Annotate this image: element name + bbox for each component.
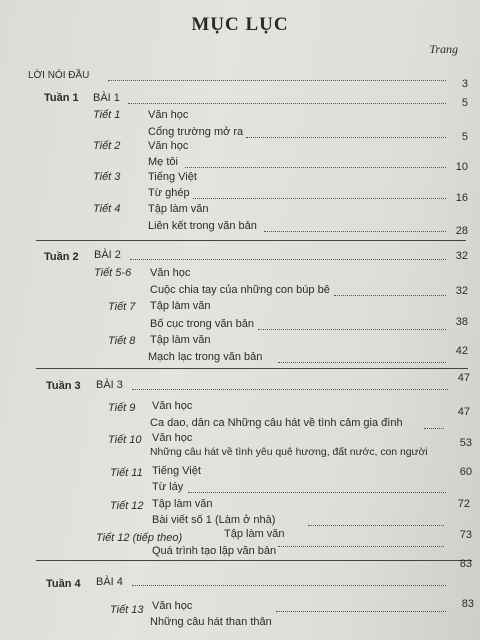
- period-label: Tiết 1: [93, 109, 121, 121]
- week-label: Tuần 4: [46, 578, 81, 590]
- lesson-leader: [130, 259, 446, 260]
- entry-page: 60: [459, 466, 472, 478]
- lesson-page: 5: [461, 97, 468, 109]
- week-label: Tuần 2: [44, 251, 79, 263]
- period-label: Tiết 12 (tiếp theo): [96, 532, 183, 544]
- entry-page: 16: [455, 192, 468, 204]
- lesson-page: 32: [455, 250, 468, 262]
- entry-leader: [246, 137, 446, 138]
- subject-label: Tập làm văn: [224, 528, 285, 540]
- period-label: Tiết 13: [110, 604, 144, 616]
- period-label: Tiết 3: [93, 171, 121, 183]
- period-label: Tiết 8: [108, 335, 136, 347]
- topic-title: Bố cục trong văn bản: [150, 318, 254, 330]
- entry-page: 72: [457, 498, 470, 510]
- topic-title: Từ láy: [152, 481, 184, 493]
- section-divider: [36, 560, 472, 561]
- entry-page: 47: [457, 406, 470, 418]
- entry-leader: [188, 492, 446, 493]
- subject-label: Văn học: [152, 400, 193, 412]
- entry-leader: [424, 428, 444, 429]
- preface-leader: [108, 80, 446, 81]
- period-label: Tiết 7: [108, 301, 136, 313]
- topic-title: Mạch lạc trong văn bản: [148, 351, 263, 363]
- period-label: Tiết 11: [110, 467, 143, 479]
- entry-page: 83: [461, 598, 474, 610]
- entry-page: 42: [455, 345, 468, 357]
- period-label: Tiết 2: [93, 140, 121, 152]
- entry-leader: [185, 167, 446, 168]
- entry-leader: [264, 231, 446, 232]
- topic-title: Bài viết số 1 (Làm ở nhà): [152, 514, 276, 526]
- subject-label: Tập làm văn: [152, 498, 213, 510]
- lesson-leader: [132, 585, 446, 586]
- period-label: Tiết 9: [108, 402, 136, 414]
- period-label: Tiết 10: [108, 434, 142, 446]
- week-label: Tuần 3: [46, 380, 81, 392]
- period-label: Tiết 4: [93, 203, 121, 215]
- topic-title: Từ ghép: [148, 187, 190, 199]
- subject-label: Văn học: [152, 432, 193, 444]
- topic-title: Quá trình tạo lập văn bản: [152, 545, 277, 557]
- subject-label: Văn học: [148, 140, 189, 152]
- lesson-label: BÀI 4: [96, 576, 123, 588]
- topic-title: Cuộc chia tay của những con búp bê: [150, 284, 330, 296]
- period-label: Tiết 12: [110, 500, 144, 512]
- period-label: Tiết 5-6: [94, 267, 132, 279]
- subject-label: Tập làm văn: [150, 334, 211, 346]
- entry-leader: [308, 525, 444, 526]
- entry-leader: [193, 198, 446, 199]
- topic-title: Ca dao, dân ca Những câu hát về tình cảm gia đình: [150, 417, 403, 429]
- lesson-label: BÀI 3: [96, 379, 123, 391]
- topic-title: Những câu hát than thân: [150, 616, 272, 628]
- section-divider: [36, 240, 466, 241]
- lesson-label: BÀI 2: [94, 249, 121, 261]
- lesson-label: BÀI 1: [93, 92, 120, 104]
- entry-leader: [278, 546, 444, 547]
- subject-label: Văn học: [148, 109, 189, 121]
- topic-title: Liên kết trong văn bản: [148, 220, 257, 232]
- entry-leader: [276, 611, 446, 612]
- entry-page: 38: [455, 316, 468, 328]
- entry-page: 28: [455, 225, 468, 237]
- subject-label: Văn học: [152, 600, 193, 612]
- entry-page: 10: [455, 161, 468, 173]
- topic-title: Những câu hát về tình yêu quê hương, đất nước, con người: [150, 447, 428, 458]
- lesson-leader: [128, 103, 446, 104]
- topic-title: Mẹ tôi: [148, 156, 178, 168]
- lesson-page: 47: [457, 372, 470, 384]
- entry-page: 32: [455, 285, 468, 297]
- subject-label: Tập làm văn: [148, 203, 209, 215]
- subject-label: Tập làm văn: [150, 300, 211, 312]
- subject-label: Tiếng Việt: [152, 465, 201, 477]
- subject-label: Văn học: [150, 267, 191, 279]
- entry-leader: [278, 362, 446, 363]
- topic-title: Cổng trường mở ra: [148, 126, 244, 138]
- week-label: Tuần 1: [44, 92, 79, 104]
- preface-page: 3: [461, 78, 468, 90]
- lesson-leader: [132, 389, 448, 390]
- entry-page: 73: [459, 529, 472, 541]
- preface-label: LỜI NÓI ĐẦU: [28, 70, 90, 81]
- entry-page: 53: [459, 437, 472, 449]
- section-divider: [36, 368, 468, 369]
- page-column-label: Trang: [429, 42, 458, 56]
- entry-leader: [258, 329, 446, 330]
- lesson-page: 83: [459, 558, 472, 570]
- subject-label: Tiếng Việt: [148, 171, 197, 183]
- page-title: MỤC LỤC: [191, 14, 289, 35]
- entry-leader: [334, 295, 446, 296]
- entry-page: 5: [461, 131, 468, 143]
